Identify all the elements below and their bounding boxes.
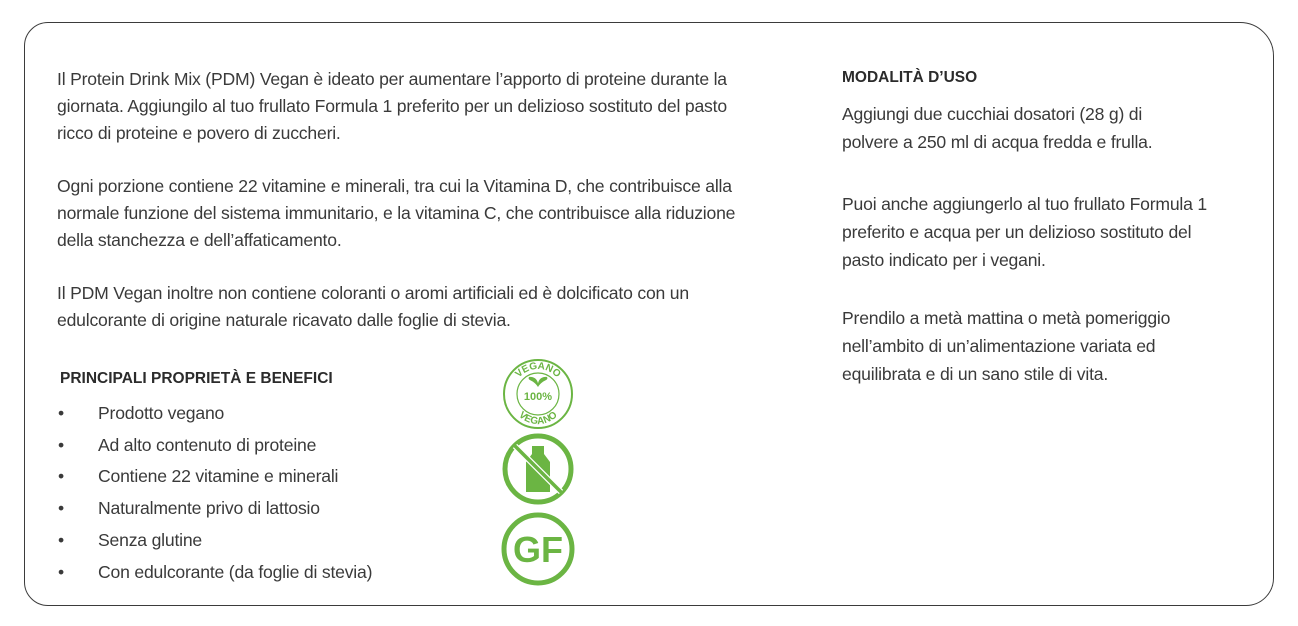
intro-paragraph-1: Il Protein Drink Mix (PDM) Vegan è ideato per aumentare l’apporto di proteine durante la giornata. Aggiungilo al tuo frullato Formula 1 preferito per un delizioso sostituto del pasto ricco di proteine e povero di zuccheri. (57, 69, 727, 143)
list-item: • Con edulcorante (da foglie di stevia) (57, 557, 372, 589)
usage-paragraph-1: Aggiungi due cucchiai dosatori (28 g) di polvere a 250 ml di acqua fredda e frulla. (842, 104, 1153, 152)
list-item: • Contiene 22 vitamine e minerali (57, 461, 372, 493)
bullet: • (58, 529, 64, 550)
vegan-top-text: VEGANO (513, 360, 563, 380)
list-item: • Prodotto vegano (57, 398, 372, 430)
list-item: • Senza glutine (57, 525, 372, 557)
vegan-100-badge (499, 357, 577, 431)
benefits-heading: PRINCIPALI PROPRIETÀ E BENEFICI (60, 370, 333, 387)
bullet: • (58, 561, 64, 582)
bullet: • (58, 466, 64, 487)
vegan-percent-text: 100% (523, 391, 553, 403)
usage-heading: MODALITÀ D’USO (842, 69, 978, 86)
bullet: • (58, 403, 64, 423)
vegan-bottom-text: VEGANO (516, 409, 560, 428)
list-item: • Naturalmente privo di lattosio (57, 493, 372, 525)
leaf-icon (529, 377, 548, 387)
bullet: • (58, 434, 64, 455)
intro-section (57, 66, 777, 360)
gluten-free-text: GF (513, 529, 563, 570)
intro-paragraph-2: Ogni porzione contiene 22 vitamine e minerali, tra cui la Vitamina D, che contribuisce alla normale funzione del sistema immunitario, e la vitamina C, che contribuisce alla riduzione della stanchezza e dell’affaticamento. (57, 176, 736, 250)
usage-paragraph-2: Puoi anche aggiungerlo al tuo frullato Formula 1 preferito e acqua per un delizioso sostituto del pasto indicato per i vegani. (842, 194, 1207, 270)
benefits-list (57, 398, 372, 588)
no-milk-bottle-icon (499, 432, 577, 506)
bullet: • (58, 498, 64, 519)
usage-section (842, 100, 1242, 422)
list-item: • Ad alto contenuto di proteine (57, 430, 372, 462)
intro-paragraph-3: Il PDM Vegan inoltre non contiene coloranti o aromi artificiali ed è dolcificato con un edulcorante di origine naturale ricavato dalle foglie di stevia. (57, 283, 689, 330)
usage-paragraph-3: Prendilo a metà mattina o metà pomeriggio nell’ambito di un’alimentazione variata ed equilibrata e di un sano stile di vita. (842, 308, 1171, 384)
gluten-free-icon (499, 511, 577, 587)
